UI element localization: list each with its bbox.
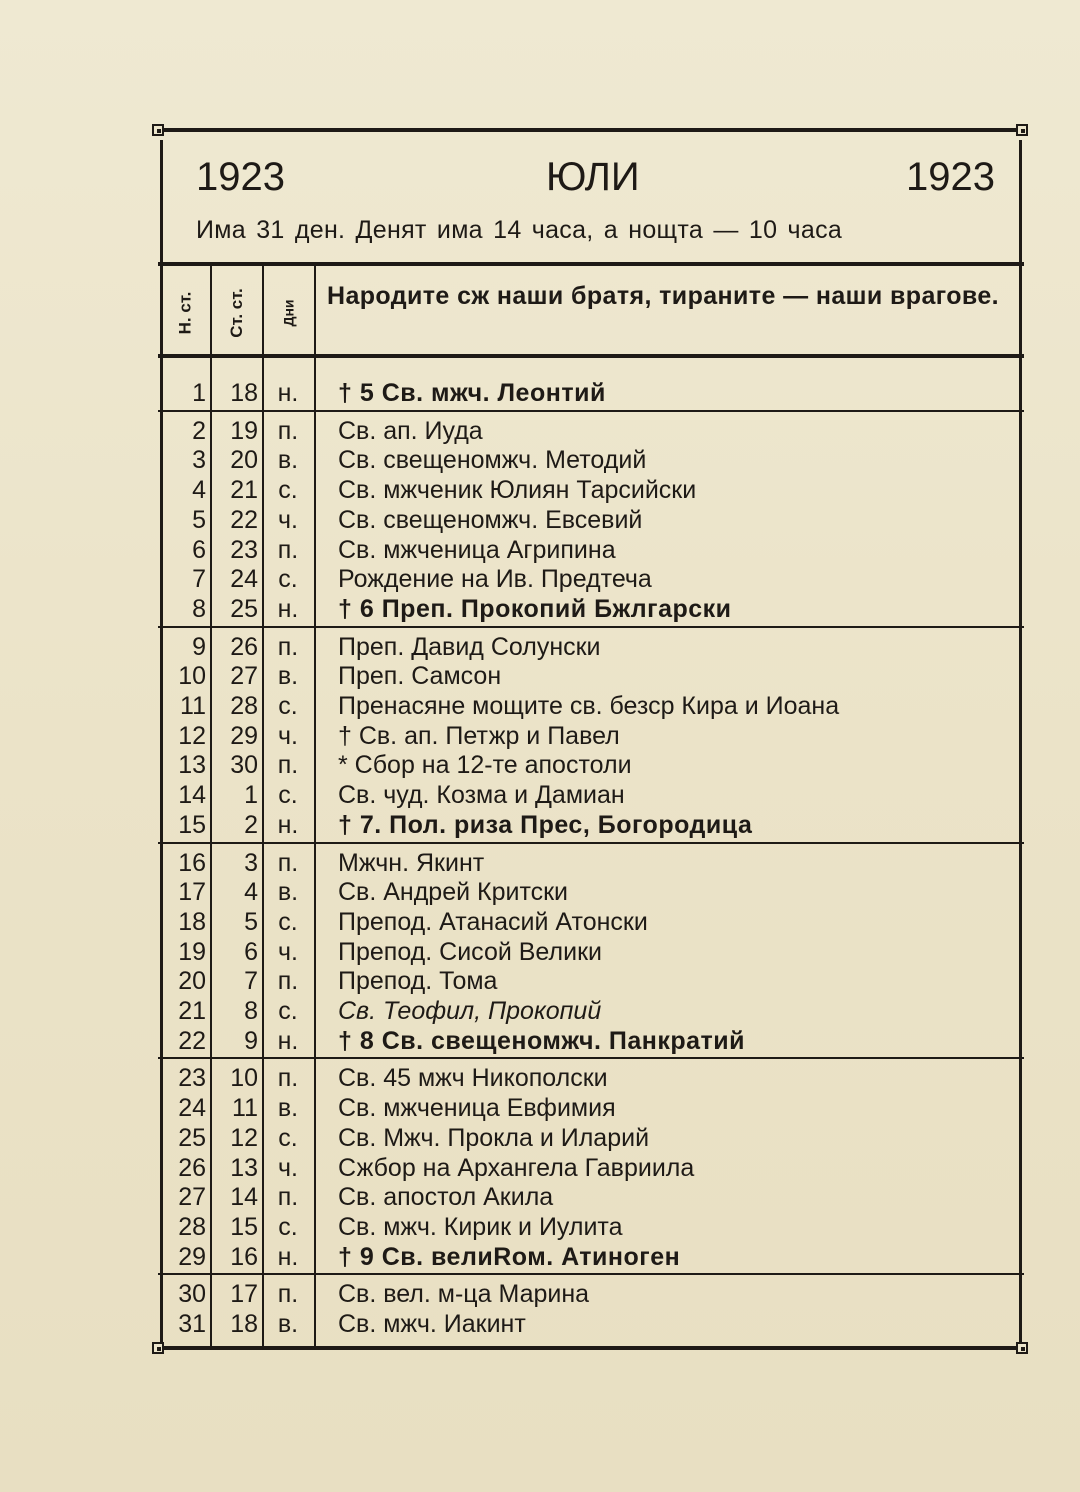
day-old-style: 24: [230, 565, 258, 594]
saint-entry: Препод. Сисой Велики: [338, 937, 602, 966]
day-old-style: 16: [230, 1242, 258, 1271]
day-new-style: 1: [192, 379, 206, 407]
saint-entry: * Сбор на 12-те апостоли: [338, 751, 632, 780]
table-row: [158, 445, 1024, 475]
saint-entry: Св. Андрей Критски: [338, 878, 569, 907]
corner-ornament-icon: [1016, 124, 1028, 136]
saint-entry: Св. Теофил, Прокопий: [338, 997, 602, 1025]
day-old-style: 11: [232, 1094, 258, 1123]
day-new-style: 29: [178, 1242, 206, 1271]
table-row: [158, 750, 1024, 780]
month-title: ЮЛИ: [546, 155, 640, 199]
weekday: с.: [278, 907, 298, 936]
month-info: Има 31 ден. Денят има 14 часа, а нощта — 10 часа: [196, 216, 843, 244]
day-old-style: 17: [230, 1280, 258, 1309]
saint-entry: † Св. ап. Петжр и Павел: [338, 721, 620, 750]
weekday: в.: [277, 1094, 299, 1123]
header-top-rule: [158, 262, 1024, 266]
day-old-style: 20: [230, 446, 258, 475]
day-new-style: 9: [192, 632, 206, 661]
day-new-style: 10: [178, 662, 206, 691]
saint-entry: Св. чуд. Козма и Дамиан: [338, 781, 625, 810]
table-row: [158, 1182, 1024, 1212]
day-old-style: 2: [244, 810, 258, 839]
day-old-style: 18: [230, 379, 258, 407]
saint-entry: Препод. Атанасий Атонски: [338, 907, 648, 936]
weekday: ч.: [278, 937, 298, 966]
weekday: в.: [277, 662, 299, 691]
week-separator: [158, 1273, 1024, 1275]
day-old-style: 10: [230, 1064, 258, 1093]
day-old-style: 14: [230, 1183, 258, 1212]
day-old-style: 7: [244, 967, 258, 996]
saint-entry: Св. свещеномжч. Евсевий: [338, 505, 643, 534]
saint-entry: † 7. Пол. риза Прес, Богородица: [338, 810, 753, 839]
table-row: [158, 810, 1024, 840]
weekday: с.: [278, 997, 298, 1025]
weekday: п.: [277, 1183, 299, 1212]
weekday: н.: [277, 379, 299, 407]
day-old-style: 19: [230, 416, 258, 445]
weekday: н.: [277, 1242, 299, 1271]
saint-entry: † 8 Св. свещеномжч. Панкратий: [338, 1026, 746, 1055]
saint-entry: Св. мжч. Иакинт: [338, 1310, 526, 1338]
day-new-style: 26: [178, 1153, 206, 1182]
table-row: [158, 475, 1024, 505]
day-new-style: 14: [178, 781, 206, 810]
corner-ornament-icon: [1016, 1342, 1028, 1354]
table-row: [158, 1279, 1024, 1309]
saint-entry: † 9 Св. велиRом. Атиноген: [338, 1242, 681, 1271]
saint-entry: Пренасяне мощите св. безср Кира и Иоана: [338, 692, 840, 720]
day-new-style: 12: [178, 721, 206, 750]
table-row: [158, 721, 1024, 751]
header-bottom-rule: [158, 354, 1024, 358]
table-row: [158, 1026, 1024, 1056]
table-row: [158, 632, 1024, 662]
day-old-style: 23: [230, 535, 258, 564]
day-new-style: 11: [180, 692, 206, 720]
saint-entry: Св. 45 мжч Никополски: [338, 1064, 608, 1093]
week-separator: [158, 842, 1024, 844]
saint-entry: Преп. Самсон: [338, 662, 502, 691]
day-old-style: 22: [230, 505, 258, 534]
weekday: п.: [277, 751, 299, 780]
day-old-style: 21: [230, 476, 258, 505]
weekday: н.: [277, 594, 299, 623]
day-new-style: 30: [178, 1280, 206, 1309]
weekday: п.: [277, 1064, 299, 1093]
weekday: ч.: [278, 1153, 298, 1182]
table-row: [158, 1242, 1024, 1272]
top-border: [158, 128, 1024, 132]
table-row: [158, 1063, 1024, 1093]
table-row: [158, 564, 1024, 594]
day-old-style: 30: [230, 751, 258, 780]
column-header-days: Дни: [280, 299, 297, 327]
motto: Народите сж наши братя, тираните — наши врагове.: [326, 282, 999, 310]
table-row: [158, 661, 1024, 691]
saint-entry: Св. мжченик Юлиян Тарсийски: [338, 476, 697, 505]
saint-entry: Св. ап. Иуда: [338, 416, 483, 445]
weekday: п.: [277, 848, 299, 877]
weekday: с.: [278, 1212, 298, 1241]
day-old-style: 29: [230, 721, 258, 750]
column-header-new-style: Н. ст.: [174, 291, 194, 335]
saint-entry: Преп. Давид Солунски: [338, 632, 601, 661]
day-old-style: 9: [244, 1026, 258, 1055]
week-separator: [158, 1057, 1024, 1059]
weekday: п.: [277, 632, 299, 661]
saint-entry: Препод. Тома: [338, 967, 498, 996]
table-row: [158, 505, 1024, 535]
saint-entry: Св. апостол Акила: [338, 1183, 554, 1212]
day-old-style: 25: [230, 594, 258, 623]
table-row: [158, 416, 1024, 446]
day-old-style: 28: [230, 692, 258, 720]
day-old-style: 1: [244, 781, 258, 810]
day-new-style: 24: [178, 1094, 206, 1123]
table-row: [158, 996, 1024, 1026]
table-row: [158, 1309, 1024, 1339]
day-new-style: 6: [192, 535, 206, 564]
day-new-style: 31: [178, 1310, 206, 1338]
weekday: в.: [277, 1310, 299, 1338]
weekday: ч.: [278, 721, 298, 750]
day-new-style: 23: [178, 1064, 206, 1093]
day-new-style: 4: [192, 476, 206, 505]
table-row: [158, 877, 1024, 907]
weekday: п.: [277, 1280, 299, 1309]
saint-entry: Св. мжч. Кирик и Иулита: [338, 1212, 623, 1241]
day-old-style: 3: [244, 848, 258, 877]
day-old-style: 8: [244, 997, 258, 1025]
weekday: н.: [277, 810, 299, 839]
table-row: [158, 907, 1024, 937]
column-header-old-style: Ст. ст.: [227, 288, 247, 338]
day-old-style: 6: [244, 937, 258, 966]
table-row: [158, 966, 1024, 996]
table-row: [158, 594, 1024, 624]
day-new-style: 27: [178, 1183, 206, 1212]
weekday: с.: [278, 1123, 298, 1152]
day-old-style: 18: [230, 1310, 258, 1338]
saint-entry: Мжчн. Якинт: [338, 848, 485, 877]
saint-entry: Св. мжченица Евфимия: [338, 1094, 616, 1123]
saint-entry: Св. мжченица Агрипина: [338, 535, 616, 564]
day-new-style: 16: [178, 848, 206, 877]
weekday: с.: [278, 692, 298, 720]
day-old-style: 15: [230, 1212, 258, 1241]
saint-entry: † 5 Св. мжч. Леонтий: [338, 379, 606, 407]
table-row: [158, 848, 1024, 878]
saint-entry: Сжбор на Архангела Гавриила: [338, 1153, 695, 1182]
corner-ornament-icon: [152, 124, 164, 136]
saint-entry: Св. вел. м-ца Марина: [338, 1280, 590, 1309]
day-new-style: 28: [178, 1212, 206, 1241]
weekday: в.: [277, 446, 299, 475]
year-right: 1923: [906, 155, 995, 199]
day-new-style: 15: [178, 810, 206, 839]
weekday: в.: [277, 878, 299, 907]
table-row: [158, 1093, 1024, 1123]
day-new-style: 22: [178, 1026, 206, 1055]
weekday: п.: [277, 416, 299, 445]
table-row: [158, 691, 1024, 721]
table-row: [158, 1153, 1024, 1183]
saint-entry: † 6 Преп. Прокопий Бжлгарски: [338, 594, 732, 623]
day-old-style: 4: [244, 878, 258, 907]
bottom-border: [158, 1346, 1024, 1350]
day-new-style: 18: [178, 907, 206, 936]
day-old-style: 5: [244, 907, 258, 936]
year-left: 1923: [196, 155, 285, 199]
calendar-page: [158, 128, 1024, 1350]
day-new-style: 19: [178, 937, 206, 966]
table-row: [158, 1123, 1024, 1153]
day-new-style: 17: [178, 878, 206, 907]
day-new-style: 5: [192, 505, 206, 534]
weekday: п.: [277, 535, 299, 564]
day-old-style: 13: [230, 1153, 258, 1182]
weekday: с.: [278, 781, 298, 810]
weekday: ч.: [278, 505, 298, 534]
day-new-style: 2: [192, 416, 206, 445]
day-old-style: 12: [230, 1123, 258, 1152]
table-row: [158, 937, 1024, 967]
day-old-style: 26: [230, 632, 258, 661]
table-row: [158, 780, 1024, 810]
day-new-style: 20: [178, 967, 206, 996]
corner-ornament-icon: [152, 1342, 164, 1354]
weekday: н.: [277, 1026, 299, 1055]
day-new-style: 21: [178, 997, 206, 1025]
weekday: с.: [278, 476, 298, 505]
day-old-style: 27: [230, 662, 258, 691]
day-new-style: 25: [178, 1123, 206, 1152]
table-row: [158, 378, 1024, 408]
saint-entry: Рождение на Ив. Предтеча: [338, 565, 652, 594]
week-separator: [158, 626, 1024, 628]
weekday: с.: [278, 565, 298, 594]
table-row: [158, 535, 1024, 565]
day-new-style: 3: [192, 446, 206, 475]
week-separator: [158, 410, 1024, 412]
day-new-style: 13: [178, 751, 206, 780]
saint-entry: Св. свещеномжч. Методий: [338, 446, 647, 475]
table-row: [158, 1212, 1024, 1242]
day-new-style: 8: [192, 594, 206, 623]
saint-entry: Св. Мжч. Прокла и Иларий: [338, 1123, 650, 1152]
day-new-style: 7: [192, 565, 206, 594]
weekday: п.: [277, 967, 299, 996]
